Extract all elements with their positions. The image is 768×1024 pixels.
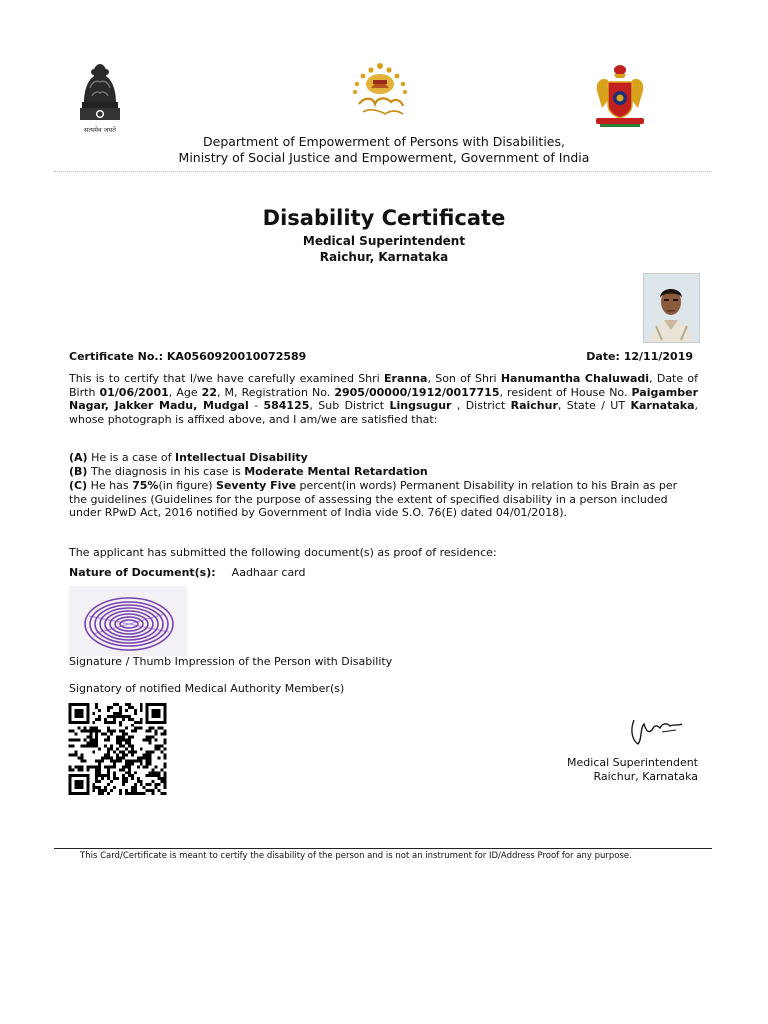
- body-text: , whose photograph is affixed above, and I am/we are satisfied that:: [69, 399, 699, 426]
- header-divider: [54, 171, 712, 172]
- body-text: -: [248, 399, 264, 412]
- certificate-number: [69, 350, 306, 363]
- signature-image: [626, 710, 688, 750]
- date-of-birth: 01/06/2001: [99, 385, 169, 399]
- registration-number: 2905/00000/1912/0017715: [334, 385, 500, 399]
- certificate-title: Disability Certificate: [262, 206, 506, 230]
- certificate-number-value: KA0560920010072589: [166, 350, 307, 363]
- emblem-motto: सत्यमेव जयते: [84, 126, 116, 134]
- national-emblem-logo: [74, 58, 126, 134]
- ms-title: Medical Superintendent: [567, 756, 698, 769]
- residence-intro: The applicant has submitted the following document(s) as proof of residence:: [69, 546, 497, 559]
- certificate-date-value: 12/11/2019: [623, 350, 693, 363]
- body-text: , Date of Birth: [69, 372, 699, 399]
- finding-c: [69, 479, 698, 520]
- residence-document: [69, 566, 698, 580]
- issuer-title: Medical Superintendent: [302, 234, 466, 248]
- body-text: This is to certify that I/we have carefully examined Shri: [69, 372, 384, 385]
- disability-type: Intellectual Disability: [175, 451, 308, 464]
- finding-a: [69, 451, 698, 465]
- finding-a-label: (A): [69, 451, 88, 464]
- karnataka-emblem-logo: [590, 60, 650, 130]
- authority-caption: Signatory of notified Medical Authority Member(s): [69, 682, 345, 695]
- disability-percent-words: Seventy Five: [216, 479, 297, 492]
- body-text: , Son of Shri: [427, 372, 501, 385]
- medical-superintendent-block: [567, 756, 698, 784]
- qr-code: [68, 703, 167, 795]
- department-heading: [0, 134, 768, 166]
- house-address: Paigamber Nagar, Jakker Madu, Mudgal: [69, 385, 699, 412]
- finding-c-text: percent(in words) Permanent Disability in relation to his Brain as per the guidelines (Guidelines for the purpose of assessing the extent of specified disability in a person included under RPwD Act, 2016 notified by Government of India vide S.O. 76(E) dated 04/01/2018).: [69, 479, 678, 519]
- certificate-date: [586, 350, 693, 363]
- finding-c-text: He has: [87, 479, 133, 492]
- finding-c-text: (in figure): [158, 479, 217, 492]
- document-value: Aadhaar card: [231, 566, 306, 579]
- finding-b-text: The diagnosis in his case is: [87, 465, 245, 478]
- body-text: , Age: [168, 385, 202, 399]
- body-text: , District: [451, 399, 511, 412]
- disability-percent: 75%: [132, 479, 159, 492]
- father-name: Hanumantha Chaluwadi: [500, 372, 650, 385]
- sub-district: Lingsugur: [389, 399, 452, 412]
- body-text: , Sub District: [309, 399, 390, 412]
- pincode: 584125: [263, 399, 310, 412]
- thumb-impression-image: [69, 586, 187, 656]
- state: Karnataka: [630, 399, 695, 412]
- applicant-photo: [643, 273, 700, 343]
- applicant-name: Eranna: [384, 372, 428, 385]
- issuer-location: Raichur, Karnataka: [319, 250, 449, 264]
- diagnosis: Moderate Mental Retardation: [244, 465, 428, 478]
- finding-b: [69, 465, 698, 479]
- body-text: , resident of House No.: [499, 385, 632, 399]
- certificate-number-label: Certificate No.:: [69, 350, 163, 363]
- footer-divider: [54, 848, 712, 849]
- department-line-2: Ministry of Social Justice and Empowerment, Government of India: [178, 150, 590, 165]
- department-line-1: Department of Empowerment of Persons with Disabilities,: [203, 134, 565, 149]
- footer-disclaimer: This Card/Certificate is meant to certify the disability of the person and is not an instrument for ID/Address Proof for any purpose.: [80, 851, 632, 861]
- document-label: Nature of Document(s):: [69, 566, 216, 579]
- age: 22: [201, 385, 217, 399]
- certification-paragraph: [69, 372, 698, 426]
- ms-location: Raichur, Karnataka: [593, 770, 698, 783]
- district: Raichur: [510, 399, 558, 412]
- finding-a-text: He is a case of: [87, 451, 176, 464]
- suvarna-karnataka-logo: [345, 58, 415, 124]
- finding-b-label: (B): [69, 465, 88, 478]
- certificate-date-label: Date:: [586, 350, 620, 363]
- body-text: , State / UT: [557, 399, 631, 412]
- finding-c-label: (C): [69, 479, 88, 492]
- body-text: , M, Registration No.: [216, 385, 335, 399]
- thumb-caption: Signature / Thumb Impression of the Person with Disability: [69, 655, 393, 668]
